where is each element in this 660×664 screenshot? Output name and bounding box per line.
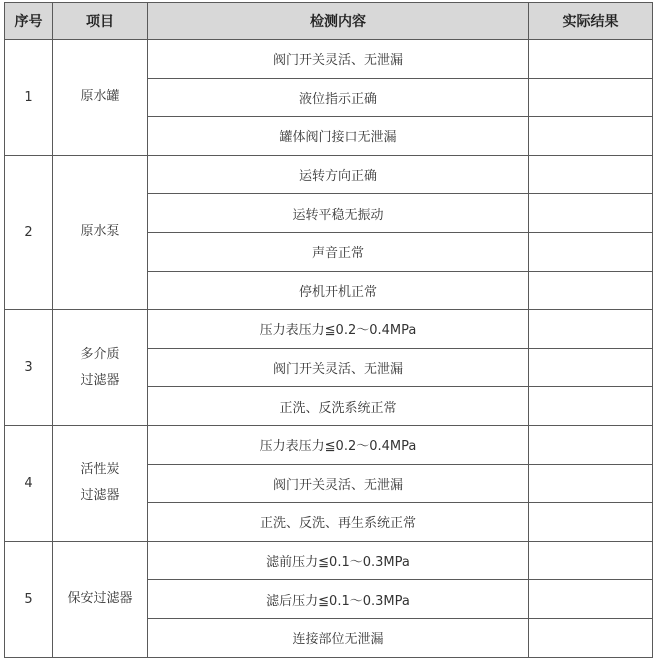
table-row (5, 310, 653, 349)
header-check-content: 检测内容 (148, 3, 529, 40)
check-content-cell: 压力表压力≦0.2～0.4MPa (148, 425, 529, 464)
actual-result-cell[interactable] (529, 310, 653, 349)
header-row (5, 3, 653, 40)
actual-result-cell[interactable] (529, 541, 653, 580)
header-actual-result: 实际结果 (529, 3, 653, 40)
actual-result-cell[interactable] (529, 40, 653, 79)
actual-result-cell[interactable] (529, 580, 653, 619)
check-content-cell: 罐体阀门接口无泄漏 (148, 117, 529, 156)
actual-result-cell[interactable] (529, 232, 653, 271)
actual-result-cell[interactable] (529, 503, 653, 542)
check-content-cell: 液位指示正确 (148, 78, 529, 117)
item-cell (53, 40, 148, 156)
actual-result-cell[interactable] (529, 117, 653, 156)
seq-cell: 4 (5, 425, 53, 541)
item-name-line: 过滤器 (80, 488, 120, 504)
item-name-line: 多介质 (80, 346, 120, 362)
item-name-line: 原水罐 (80, 89, 120, 105)
item-name-line: 保安过滤器 (67, 591, 133, 607)
seq-cell: 3 (5, 310, 53, 426)
check-content-cell: 阀门开关灵活、无泄漏 (148, 40, 529, 79)
item-name-line: 过滤器 (80, 372, 120, 388)
actual-result-cell[interactable] (529, 618, 653, 657)
check-content-cell: 运转平稳无振动 (148, 194, 529, 233)
seq-cell: 5 (5, 541, 53, 657)
item-cell (53, 310, 148, 426)
check-content-cell: 正洗、反洗系统正常 (148, 387, 529, 426)
actual-result-cell[interactable] (529, 194, 653, 233)
actual-result-cell[interactable] (529, 348, 653, 387)
actual-result-cell[interactable] (529, 464, 653, 503)
item-name-line: 原水泵 (80, 224, 120, 240)
inspection-table (4, 2, 653, 658)
check-content-cell: 运转方向正确 (148, 155, 529, 194)
check-content-cell: 滤前压力≦0.1～0.3MPa (148, 541, 529, 580)
check-content-cell: 阀门开关灵活、无泄漏 (148, 348, 529, 387)
actual-result-cell[interactable] (529, 78, 653, 117)
table-row (5, 541, 653, 580)
header-seq: 序号 (5, 3, 53, 40)
table-row (5, 425, 653, 464)
seq-cell: 1 (5, 40, 53, 156)
check-content-cell: 停机开机正常 (148, 271, 529, 310)
check-content-cell: 阀门开关灵活、无泄漏 (148, 464, 529, 503)
check-content-cell: 滤后压力≦0.1～0.3MPa (148, 580, 529, 619)
check-content-cell: 声音正常 (148, 232, 529, 271)
check-content-cell: 连接部位无泄漏 (148, 618, 529, 657)
actual-result-cell[interactable] (529, 271, 653, 310)
table-body (5, 40, 653, 658)
actual-result-cell[interactable] (529, 155, 653, 194)
actual-result-cell[interactable] (529, 425, 653, 464)
actual-result-cell[interactable] (529, 387, 653, 426)
inspection-table-container (4, 2, 653, 658)
table-row (5, 40, 653, 79)
table-row (5, 155, 653, 194)
item-cell (53, 541, 148, 657)
check-content-cell: 压力表压力≦0.2～0.4MPa (148, 310, 529, 349)
item-cell (53, 155, 148, 309)
header-item: 项目 (53, 3, 148, 40)
item-name-line: 活性炭 (80, 462, 120, 478)
check-content-cell: 正洗、反洗、再生系统正常 (148, 503, 529, 542)
seq-cell: 2 (5, 155, 53, 309)
item-cell (53, 425, 148, 541)
